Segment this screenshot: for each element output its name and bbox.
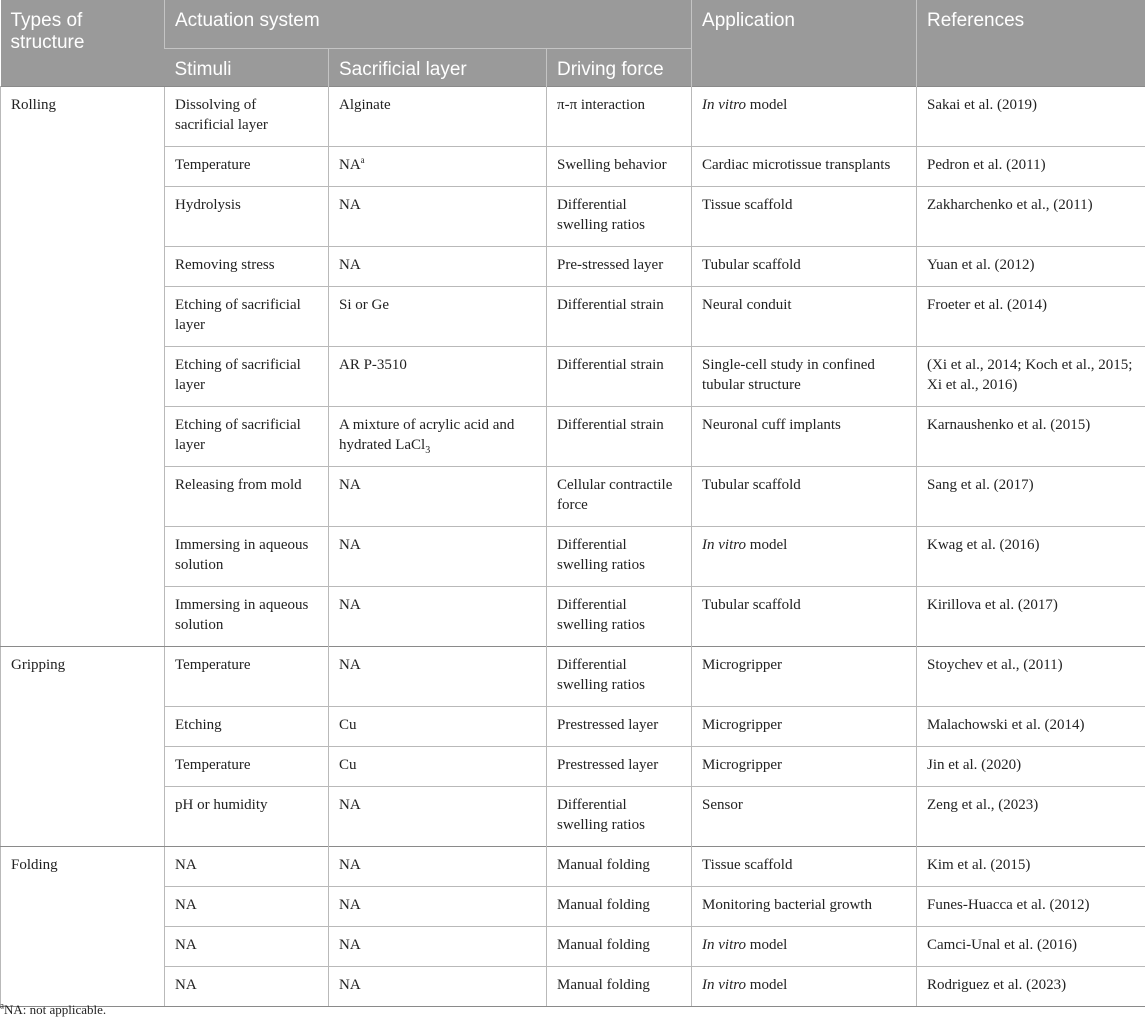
table-body	[1, 87, 1145, 1007]
cell-reference	[917, 147, 1145, 187]
cell-application	[692, 787, 917, 847]
application-text: Microgripper	[702, 717, 782, 733]
header-sacrificial-layer: Sacrificial layer	[329, 49, 547, 87]
cell-application	[692, 887, 917, 927]
table-row	[1, 147, 1145, 187]
cell-sacrificial-layer	[329, 787, 547, 847]
cell-application	[692, 587, 917, 647]
cell-sacrificial-layer-text: Cu	[339, 717, 357, 733]
cell-stimuli-text: NA	[175, 937, 197, 953]
footnote-marker: a	[0, 1000, 4, 1011]
cell-reference-text: Stoychev et al., (2011)	[927, 657, 1063, 673]
cell-sacrificial-layer-text: NA	[339, 197, 361, 213]
cell-sacrificial-layer	[329, 527, 547, 587]
cell-application	[692, 467, 917, 527]
cell-application	[692, 287, 917, 347]
cell-reference-text: Karnaushenko et al. (2015)	[927, 417, 1091, 433]
cell-stimuli	[165, 747, 329, 787]
cell-stimuli	[165, 467, 329, 527]
cell-driving-force	[547, 407, 692, 467]
header-types-of-structure: Types of structure	[1, 0, 165, 87]
cell-stimuli	[165, 707, 329, 747]
cell-reference-text: Sang et al. (2017)	[927, 477, 1034, 493]
cell-driving-force-text: Pre-stressed layer	[557, 257, 664, 273]
cell-stimuli	[165, 787, 329, 847]
cell-driving-force	[547, 747, 692, 787]
cell-sacrificial-layer	[329, 407, 547, 467]
cell-driving-force-text: Manual folding	[557, 937, 650, 953]
cell-stimuli	[165, 967, 329, 1007]
cell-driving-force-text: Swelling behavior	[557, 157, 667, 173]
cell-stimuli-text: Temperature	[175, 657, 251, 673]
table-row	[1, 87, 1145, 147]
cell-driving-force-text: Differential swelling ratios	[557, 197, 645, 233]
cell-sacrificial-layer	[329, 887, 547, 927]
header-application: Application	[692, 0, 917, 87]
application-text: model	[746, 977, 788, 993]
cell-driving-force	[547, 887, 692, 927]
cell-driving-force	[547, 187, 692, 247]
cell-sacrificial-layer	[329, 87, 547, 147]
cell-sacrificial-layer	[329, 347, 547, 407]
cell-driving-force-text: Differential swelling ratios	[557, 537, 645, 573]
cell-stimuli-text: NA	[175, 897, 197, 913]
table-row	[1, 887, 1145, 927]
cell-sacrificial-layer	[329, 287, 547, 347]
cell-sacrificial-layer	[329, 747, 547, 787]
cell-stimuli	[165, 927, 329, 967]
cell-reference	[917, 347, 1145, 407]
cell-stimuli	[165, 887, 329, 927]
table-row	[1, 287, 1145, 347]
cell-driving-force	[547, 467, 692, 527]
cell-sacrificial-layer-text: NA	[339, 257, 361, 273]
cell-stimuli-text: Etching	[175, 717, 222, 733]
cell-driving-force	[547, 787, 692, 847]
cell-reference-text: Kirillova et al. (2017)	[927, 597, 1058, 613]
application-text: Single-cell study in confined tubular structure	[702, 357, 875, 393]
cell-driving-force	[547, 707, 692, 747]
cell-reference	[917, 847, 1145, 887]
table-header	[1, 0, 1145, 87]
table-row	[1, 187, 1145, 247]
cell-reference	[917, 187, 1145, 247]
application-text: model	[746, 97, 788, 113]
cell-sacrificial-layer-text: A mixture of acrylic acid and hydrated LaCl	[339, 417, 515, 453]
table-row	[1, 787, 1145, 847]
cell-driving-force	[547, 147, 692, 187]
cell-driving-force-text: Differential strain	[557, 297, 664, 313]
cell-driving-force	[547, 347, 692, 407]
cell-reference-text: Kwag et al. (2016)	[927, 537, 1040, 553]
cell-driving-force	[547, 967, 692, 1007]
header-references: References	[917, 0, 1145, 87]
table-row	[1, 467, 1145, 527]
cell-sacrificial-layer-text: NA	[339, 157, 361, 173]
cell-reference-text: Froeter et al. (2014)	[927, 297, 1047, 313]
cell-sacrificial-layer-text: NA	[339, 477, 361, 493]
cell-driving-force-text: Differential swelling ratios	[557, 797, 645, 833]
cell-reference-text: Camci-Unal et al. (2016)	[927, 937, 1077, 953]
cell-sacrificial-layer-text: AR P-3510	[339, 357, 407, 373]
cell-application	[692, 407, 917, 467]
cell-driving-force	[547, 87, 692, 147]
cell-stimuli-text: Temperature	[175, 157, 251, 173]
table-row	[1, 927, 1145, 967]
cell-sacrificial-layer	[329, 467, 547, 527]
cell-driving-force	[547, 647, 692, 707]
cell-driving-force	[547, 587, 692, 647]
cell-sacrificial-layer	[329, 187, 547, 247]
table-row	[1, 967, 1145, 1007]
cell-stimuli-text: Temperature	[175, 757, 251, 773]
cell-driving-force-text: Differential strain	[557, 417, 664, 433]
application-text: model	[746, 937, 788, 953]
cell-stimuli	[165, 587, 329, 647]
application-text: Cardiac microtissue transplants	[702, 157, 891, 173]
cell-reference	[917, 967, 1145, 1007]
cell-reference	[917, 647, 1145, 707]
cell-stimuli	[165, 147, 329, 187]
cell-reference	[917, 527, 1145, 587]
footnote-text: NA: not applicable.	[4, 1002, 107, 1017]
cell-sacrificial-layer-text: NA	[339, 657, 361, 673]
cell-sacrificial-layer	[329, 847, 547, 887]
table-row	[1, 587, 1145, 647]
cell-driving-force-text: Prestressed layer	[557, 717, 659, 733]
table-row	[1, 527, 1145, 587]
application-text: Tubular scaffold	[702, 257, 801, 273]
table-row	[1, 747, 1145, 787]
table-row	[1, 407, 1145, 467]
cell-reference	[917, 247, 1145, 287]
cell-stimuli-text: Immersing in aqueous solution	[175, 597, 309, 633]
cell-reference-text: Rodriguez et al. (2023)	[927, 977, 1067, 993]
cell-reference-text: Malachowski et al. (2014)	[927, 717, 1085, 733]
cell-driving-force	[547, 527, 692, 587]
application-text: Tissue scaffold	[702, 197, 793, 213]
cell-sacrificial-layer	[329, 147, 547, 187]
cell-application	[692, 927, 917, 967]
cell-driving-force-text: Cellular contractile force	[557, 477, 673, 513]
application-italic-text: In vitro	[702, 937, 747, 953]
cell-stimuli	[165, 347, 329, 407]
application-italic-text: In vitro	[702, 537, 747, 553]
table-row	[1, 647, 1145, 707]
cell-sacrificial-layer-text: NA	[339, 597, 361, 613]
cell-sacrificial-layer-text: NA	[339, 537, 361, 553]
cell-sacrificial-layer-text: Si or Ge	[339, 297, 389, 313]
footnote	[0, 1002, 106, 1018]
cell-sacrificial-layer	[329, 707, 547, 747]
cell-stimuli-text: Dissolving of sacrificial layer	[175, 97, 268, 133]
cell-reference	[917, 287, 1145, 347]
cell-reference-text: Zakharchenko et al., (2011)	[927, 197, 1093, 213]
footnote-marker: a	[360, 155, 365, 165]
cell-stimuli	[165, 87, 329, 147]
cell-reference	[917, 407, 1145, 467]
table-row	[1, 247, 1145, 287]
cell-stimuli-text: Removing stress	[175, 257, 275, 273]
cell-stimuli-text: Immersing in aqueous solution	[175, 537, 309, 573]
cell-sacrificial-layer	[329, 927, 547, 967]
cell-reference	[917, 927, 1145, 967]
cell-driving-force-text: π-π interaction	[557, 97, 646, 113]
cell-sacrificial-layer-text: NA	[339, 977, 361, 993]
cell-structure-type: Rolling	[1, 87, 165, 647]
cell-stimuli-text: Etching of sacrificial layer	[175, 297, 301, 333]
application-text: Sensor	[702, 797, 743, 813]
cell-stimuli	[165, 287, 329, 347]
cell-stimuli	[165, 527, 329, 587]
cell-sacrificial-layer-text: NA	[339, 897, 361, 913]
cell-driving-force	[547, 287, 692, 347]
cell-driving-force	[547, 847, 692, 887]
header-stimuli: Stimuli	[165, 49, 329, 87]
cell-reference	[917, 707, 1145, 747]
cell-stimuli	[165, 647, 329, 707]
cell-reference	[917, 467, 1145, 527]
cell-stimuli-text: NA	[175, 977, 197, 993]
cell-stimuli	[165, 187, 329, 247]
application-text: Tissue scaffold	[702, 857, 793, 873]
cell-stimuli-text: Hydrolysis	[175, 197, 241, 213]
cell-application	[692, 707, 917, 747]
cell-reference	[917, 87, 1145, 147]
cell-driving-force-text: Differential swelling ratios	[557, 597, 645, 633]
cell-reference	[917, 587, 1145, 647]
application-text: Monitoring bacterial growth	[702, 897, 872, 913]
cell-application	[692, 527, 917, 587]
cell-sacrificial-layer	[329, 247, 547, 287]
cell-sacrificial-layer	[329, 967, 547, 1007]
subscript: 3	[425, 445, 431, 456]
cell-stimuli-text: Etching of sacrificial layer	[175, 417, 301, 453]
cell-application	[692, 847, 917, 887]
cell-application	[692, 647, 917, 707]
table-row	[1, 347, 1145, 407]
table-row	[1, 707, 1145, 747]
cell-stimuli-text: Etching of sacrificial layer	[175, 357, 301, 393]
application-text: Neuronal cuff implants	[702, 417, 841, 433]
application-text: Microgripper	[702, 757, 782, 773]
cell-sacrificial-layer-text: NA	[339, 857, 361, 873]
cell-reference	[917, 887, 1145, 927]
application-text: Microgripper	[702, 657, 782, 673]
cell-driving-force-text: Prestressed layer	[557, 757, 659, 773]
application-italic-text: In vitro	[702, 977, 747, 993]
cell-application	[692, 147, 917, 187]
cell-reference	[917, 787, 1145, 847]
cell-reference-text: Kim et al. (2015)	[927, 857, 1031, 873]
application-italic-text: In vitro	[702, 97, 747, 113]
cell-application	[692, 87, 917, 147]
cell-reference-text: Zeng et al., (2023)	[927, 797, 1039, 813]
cell-reference-text: Yuan et al. (2012)	[927, 257, 1035, 273]
cell-reference-text: Jin et al. (2020)	[927, 757, 1022, 773]
table-row	[1, 847, 1145, 887]
cell-sacrificial-layer	[329, 647, 547, 707]
cell-structure-type: Gripping	[1, 647, 165, 847]
cell-reference-text: Funes-Huacca et al. (2012)	[927, 897, 1090, 913]
cell-reference-text: (Xi et al., 2014; Koch et al., 2015; Xi et al., 2016)	[927, 357, 1133, 393]
cell-sacrificial-layer-text: NA	[339, 797, 361, 813]
application-text: model	[746, 537, 788, 553]
cell-driving-force-text: Differential swelling ratios	[557, 657, 645, 693]
cell-driving-force-text: Differential strain	[557, 357, 664, 373]
cell-driving-force-text: Manual folding	[557, 977, 650, 993]
application-text: Neural conduit	[702, 297, 792, 313]
cell-stimuli	[165, 247, 329, 287]
cell-reference	[917, 747, 1145, 787]
cell-driving-force	[547, 247, 692, 287]
cell-application	[692, 967, 917, 1007]
header-actuation-system: Actuation system	[165, 0, 692, 49]
cell-application	[692, 187, 917, 247]
cell-stimuli	[165, 407, 329, 467]
cell-application	[692, 247, 917, 287]
cell-reference-text: Sakai et al. (2019)	[927, 97, 1037, 113]
cell-sacrificial-layer-text: Alginate	[339, 97, 391, 113]
cell-driving-force	[547, 927, 692, 967]
cell-stimuli-text: Releasing from mold	[175, 477, 302, 493]
cell-reference-text: Pedron et al. (2011)	[927, 157, 1046, 173]
cell-sacrificial-layer-text: NA	[339, 937, 361, 953]
cell-driving-force-text: Manual folding	[557, 897, 650, 913]
cell-driving-force-text: Manual folding	[557, 857, 650, 873]
cell-sacrificial-layer	[329, 587, 547, 647]
cell-structure-type: Folding	[1, 847, 165, 1007]
cell-stimuli	[165, 847, 329, 887]
cell-sacrificial-layer-text: Cu	[339, 757, 357, 773]
cell-stimuli-text: NA	[175, 857, 197, 873]
header-driving-force: Driving force	[547, 49, 692, 87]
cell-application	[692, 747, 917, 787]
cell-application	[692, 347, 917, 407]
application-text: Tubular scaffold	[702, 477, 801, 493]
application-text: Tubular scaffold	[702, 597, 801, 613]
cell-stimuli-text: pH or humidity	[175, 797, 268, 813]
